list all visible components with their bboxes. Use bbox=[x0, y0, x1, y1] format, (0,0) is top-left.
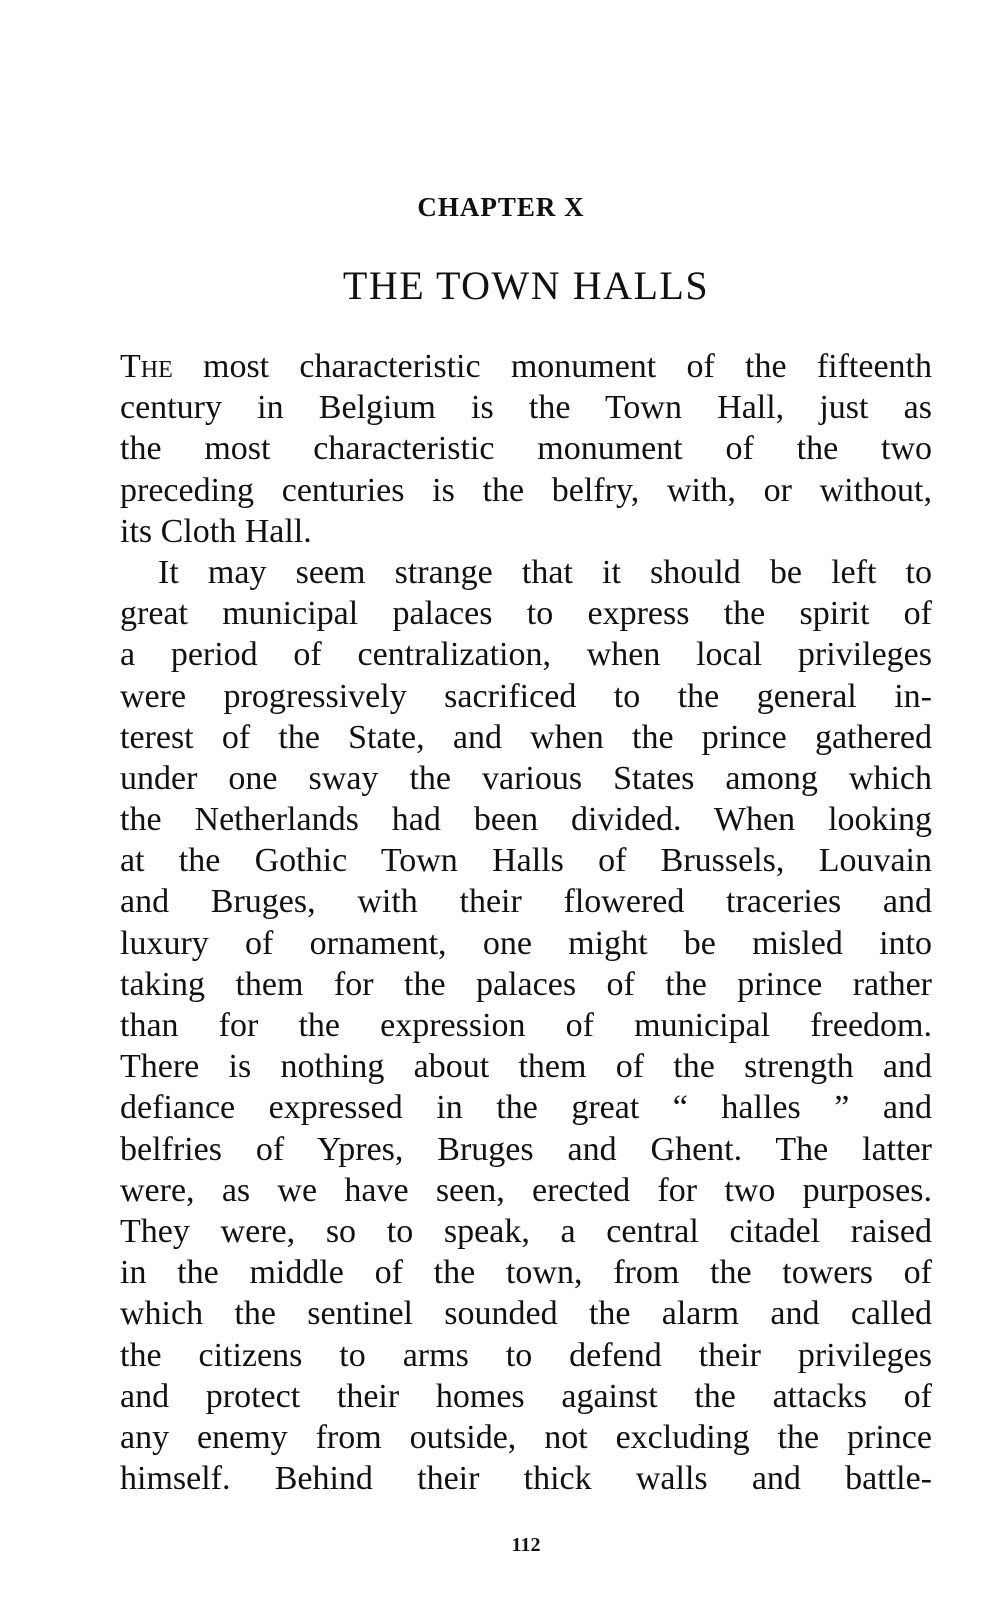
text-line: which the sentinel sounded the alarm and called bbox=[120, 1295, 932, 1333]
text-line: and Bruges, with their flowered traceries and bbox=[120, 883, 932, 921]
text-line: defiance expressed in the great “ halles ” and bbox=[120, 1089, 932, 1127]
text-line: a period of centralization, when local privileges bbox=[120, 636, 932, 674]
text-line bbox=[120, 346, 932, 387]
text-line: and protect their homes against the attacks of bbox=[120, 1377, 932, 1415]
chapter-label: CHAPTER X bbox=[417, 192, 585, 222]
page-number: 112 bbox=[511, 1534, 541, 1556]
text-line: under one sway the various States among which bbox=[120, 759, 932, 797]
text-line: himself. Behind their thick walls and battle- bbox=[120, 1460, 932, 1498]
body-text bbox=[120, 346, 932, 1499]
opening-word: The bbox=[120, 348, 173, 385]
text-line: preceding centuries is the belfry, with, or without, bbox=[120, 471, 932, 509]
text-line: were progressively sacrificed to the general in- bbox=[120, 677, 932, 715]
text-line: terest of the State, and when the prince gathered bbox=[120, 718, 932, 756]
text-line: the citizens to arms to defend their privileges bbox=[120, 1336, 932, 1374]
text-line: the most characteristic monument of the two bbox=[120, 430, 932, 468]
text-line: at the Gothic Town Halls of Brussels, Louvain bbox=[120, 842, 932, 880]
text-line: belfries of Ypres, Bruges and Ghent. The latter bbox=[120, 1130, 932, 1168]
chapter-title: THE TOWN HALLS bbox=[342, 263, 710, 308]
text-line: were, as we have seen, erected for two purposes. bbox=[120, 1171, 932, 1209]
text-line: great municipal palaces to express the spirit of bbox=[120, 595, 932, 633]
text-line: It may seem strange that it should be left to bbox=[158, 553, 932, 591]
text-line: taking them for the palaces of the prince rather bbox=[120, 965, 932, 1003]
text-line: century in Belgium is the Town Hall, just as bbox=[120, 389, 932, 427]
text-line: They were, so to speak, a central citadel raised bbox=[120, 1212, 932, 1250]
text-line-content: most characteristic monument of the fifteenth bbox=[172, 348, 932, 385]
text-line: any enemy from outside, not excluding the prince bbox=[120, 1418, 932, 1456]
text-line: There is nothing about them of the strength and bbox=[120, 1048, 932, 1086]
text-line: luxury of ornament, one might be misled into bbox=[120, 924, 932, 962]
text-line: its Cloth Hall. bbox=[120, 512, 312, 550]
text-line: the Netherlands had been divided. When looking bbox=[120, 801, 932, 839]
text-line: than for the expression of municipal freedom. bbox=[120, 1007, 932, 1044]
text-line: in the middle of the town, from the towers of bbox=[120, 1254, 932, 1292]
